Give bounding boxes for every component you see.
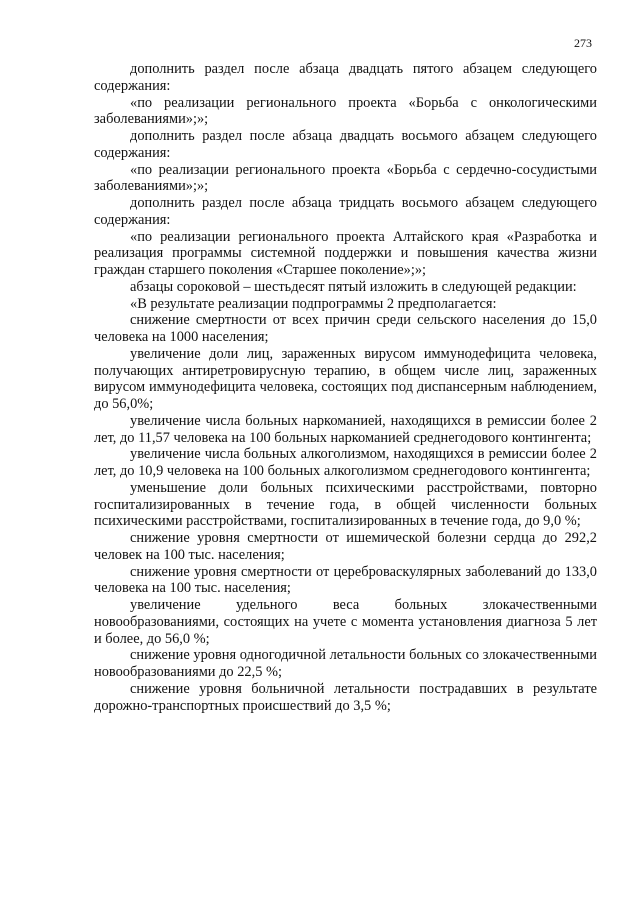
paragraph: «по реализации регионального проекта «Борьба с онкологическими заболеваниями»;»; xyxy=(94,94,597,128)
paragraph: снижение уровня смертности от цереброваскулярных заболеваний до 133,0 человека на 100 тыс. населения; xyxy=(94,563,597,597)
paragraph: снижение уровня больничной летальности пострадавших в результате дорожно-транспортных происшествий до 3,5 %; xyxy=(94,680,597,714)
document-body xyxy=(94,61,597,714)
paragraph: «В результате реализации подпрограммы 2 предполагается: xyxy=(130,295,497,312)
paragraph: увеличение числа больных наркоманией, находящихся в ремиссии более 2 лет, до 11,57 человека на 100 больных наркоманией среднегодового контингента; xyxy=(94,412,597,446)
paragraph: снижение уровня смертности от ишемической болезни сердца до 292,2 человек на 100 тыс. населения; xyxy=(94,530,597,563)
paragraph: уменьшение доли больных психическими расстройствами, повторно госпитализированных в течение года, в общей численности больных психическими расстройствами, госпитализированных в течение года, до 9,0 %; xyxy=(94,479,597,530)
paragraph: увеличение числа больных алкоголизмом, находящихся в ремиссии более 2 лет, до 10,9 человека на 100 больных алкоголизмом среднегодового контингента; xyxy=(94,446,597,479)
paragraph: снижение смертности от всех причин среди сельского населения до 15,0 человека на 1000 населения; xyxy=(94,312,597,345)
paragraph: дополнить раздел после абзаца двадцать восьмого абзацем следующего содержания: xyxy=(94,128,597,161)
page-number: 273 xyxy=(574,36,592,50)
paragraph: увеличение доли лиц, зараженных вирусом иммунодефицита человека, получающих антиретровирусную терапию, в общем числе лиц, зараженных вирусом иммунодефицита человека, состоящих под диспансерным наблюдением, до 56,0%; xyxy=(94,345,597,412)
paragraph: «по реализации регионального проекта Алтайского края «Разработка и реализация программы системной поддержки и повышения качества жизни граждан старшего поколения «Старшее поколение»;»; xyxy=(94,228,597,278)
paragraph: «по реализации регионального проекта «Борьба с сердечно-сосудистыми заболеваниями»;»; xyxy=(94,161,597,195)
paragraph: абзацы сороковой – шестьдесят пятый изложить в следующей редакции: xyxy=(130,278,577,295)
paragraph: снижение уровня одногодичной летальности больных со злокачественными новообразованиями до 22,5 %; xyxy=(94,647,597,680)
paragraph: дополнить раздел после абзаца тридцать восьмого абзацем следующего содержания: xyxy=(94,195,597,228)
paragraph: увеличение удельного веса больных злокачественными новообразованиями, состоящих на учете с момента установления диагноза 5 лет и более, до 56,0 %; xyxy=(94,597,597,647)
paragraph: дополнить раздел после абзаца двадцать пятого абзацем следующего содержания: xyxy=(94,61,597,94)
